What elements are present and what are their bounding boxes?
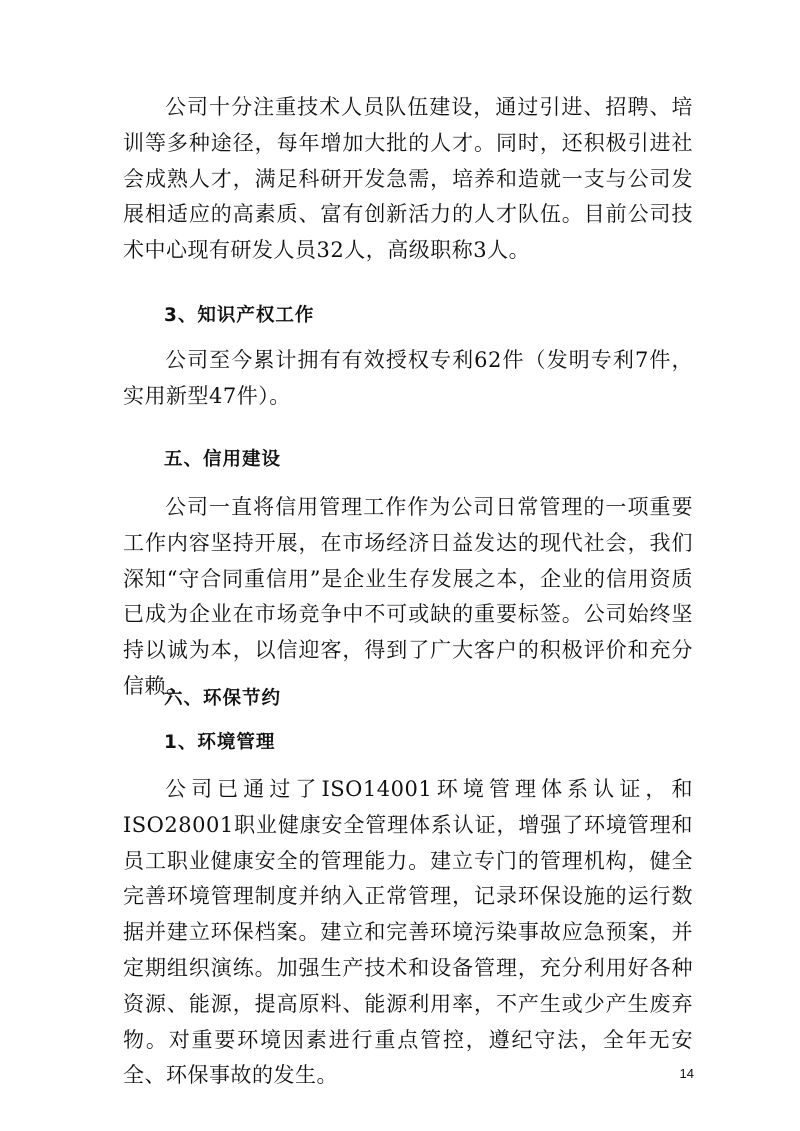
page-number: 14 (679, 1066, 694, 1081)
paragraph-intellectual-property: 公司至今累计拥有有效授权专利62件（发明专利7件，实用新型47件）。 (123, 348, 693, 408)
paragraph-environmental-management: 公司已通过了ISO14001环境管理体系认证，和ISO28001职业健康安全管理体系认证，增强了环境管理和员工职业健康安全的管理能力。建立专门的管理机构，健全完善环境管理制度并纳入正常管理，记录环保设施的运行数据并建立环保档案。建立和完善环境污染事故应急预案，并定期组织演练。加强生产技术和设备管理，充分利用好各种资源、能源，提高原料、能源利用率，不产生或少产生废弃物。对重要环境因素进行重点管控，遵纪守法，全年无安全、环保事故的发生。 (123, 777, 693, 1088)
heading-credit-building: 五、信用建设 (164, 449, 282, 470)
paragraph-credit-building: 公司一直将信用管理工作作为公司日常管理的一项重要工作内容坚持开展，在市场经济日益发达的现代社会，我们深知“守合同重信用”是企业生存发展之本，企业的信用资质已成为企业在市场竞争中不可或缺的重要标签。公司始终坚持以诚为本，以信迎客，得到了广大客户的积极评价和充分信赖。 (123, 495, 693, 698)
heading-environmental-protection: 六、环保节约 (164, 688, 282, 709)
heading-intellectual-property: 3、知识产权工作 (164, 305, 315, 326)
heading-environmental-management: 1、环境管理 (164, 732, 276, 753)
paragraph-talent: 公司十分注重技术人员队伍建设，通过引进、招聘、培训等多种途径，每年增加大批的人才。同时，还积极引进社会成熟人才，满足科研开发急需，培养和造就一支与公司发展相适应的高素质、富有创新活力的人才队伍。目前公司技术中心现有研发人员32人，高级职称3人。 (123, 95, 693, 263)
